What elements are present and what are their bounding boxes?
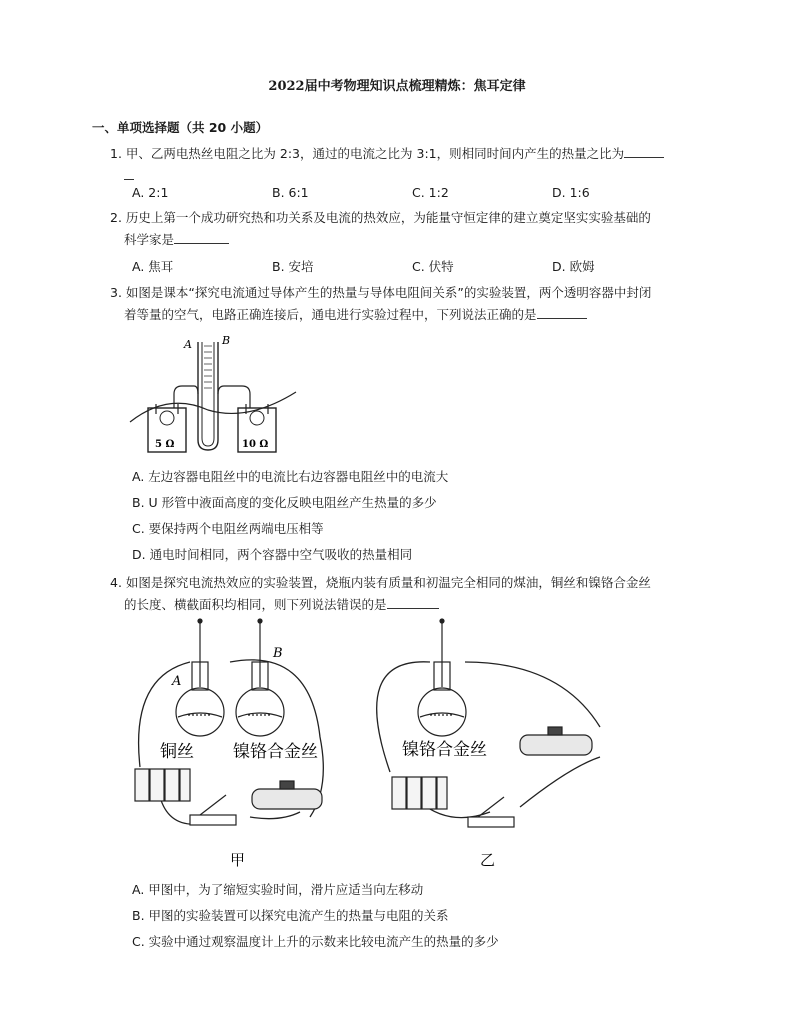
label-a: A	[184, 338, 192, 351]
question-text: 甲、乙两电热丝电阻之比为 2:3，通过的电流之比为 3:1，则相同时间内产生的热量之比为	[125, 146, 625, 161]
flask-b	[236, 619, 284, 736]
question-number: 2.	[110, 210, 122, 225]
option-c[interactable]: C. 伏特	[412, 259, 454, 274]
label-10-ohm: 10 Ω	[242, 439, 269, 450]
page-title: 2022届中考物理知识点梳理精炼：焦耳定律	[268, 79, 526, 94]
question-number: 4.	[110, 575, 122, 590]
label-a: A	[172, 674, 182, 689]
battery-yi	[392, 777, 447, 809]
question-4	[110, 572, 750, 616]
label-copper-wire: 铜丝	[160, 742, 194, 762]
options-q1	[132, 185, 692, 200]
option-b[interactable]: B. U 形管中液面高度的变化反映电阻丝产生热量的多少	[132, 495, 437, 510]
flask-yi	[418, 619, 466, 736]
question-text-line2: 着等量的空气，电路正确连接后，通电进行实验过程中，下列说法正确的是	[124, 307, 537, 322]
option-b[interactable]: B. 甲图的实验装置可以探究电流产生的热量与电阻的关系	[132, 908, 449, 923]
option-a[interactable]: A. 左边容器电阻丝中的电流比右边容器电阻丝中的电流大	[132, 469, 449, 484]
question-number: 1.	[110, 146, 122, 161]
option-a[interactable]: A. 甲图中，为了缩短实验时间，滑片应适当向左移动	[132, 882, 424, 897]
label-b: B	[273, 646, 283, 661]
left-resistor-coil	[160, 411, 174, 425]
question-text: 如图是课本“探究电流通过导体产生的热量与导体电阻间关系”的实验装置，两个透明容器中封闭	[125, 285, 652, 300]
option-c[interactable]: C. 1:2	[412, 185, 449, 200]
label-jia: 甲	[230, 851, 246, 869]
option-d[interactable]: D. 1:6	[552, 185, 590, 200]
section-heading: 一、单项选择题（共 20 小题）	[92, 120, 269, 135]
figure-q3-u-tube-apparatus	[128, 332, 298, 457]
rheostat-jia	[252, 781, 322, 809]
answer-blank	[537, 305, 587, 319]
options-q2	[132, 257, 692, 275]
question-text-line2: 的长度、横截面积均相同，则下列说法错误的是	[124, 597, 387, 612]
label-nichrome-wire-yi: 镍铬合金丝	[402, 740, 487, 760]
label-b: B	[222, 334, 231, 347]
battery-jia	[135, 769, 190, 801]
rheostat-yi	[520, 727, 592, 755]
flask-a	[176, 619, 224, 736]
label-5-ohm: 5 Ω	[155, 439, 175, 450]
question-text: 历史上第一个成功研究热和功关系及电流的热效应，为能量守恒定律的建立奠定坚实实验基础的	[125, 210, 651, 225]
figure-q4-heating-apparatus	[130, 617, 610, 869]
option-a[interactable]: A. 焦耳	[132, 259, 174, 274]
question-2	[110, 207, 750, 251]
option-d[interactable]: D. 通电时间相同，两个容器中空气吸收的热量相同	[132, 547, 413, 562]
question-1	[110, 143, 750, 187]
wire	[130, 392, 296, 422]
scale-ticks	[204, 346, 212, 388]
option-b[interactable]: B. 安培	[272, 259, 314, 274]
right-resistor-coil	[250, 411, 264, 425]
answer-blank	[624, 144, 664, 158]
question-number: 3.	[110, 285, 122, 300]
option-c[interactable]: C. 要保持两个电阻丝两端电压相等	[132, 521, 324, 536]
label-nichrome-wire: 镍铬合金丝	[233, 742, 318, 762]
answer-blank-continued	[124, 166, 134, 180]
answer-blank	[387, 595, 439, 609]
answer-blank	[174, 230, 229, 244]
option-a[interactable]: A. 2:1	[132, 185, 169, 200]
question-text: 如图是探究电流热效应的实验装置，烧瓶内装有质量和初温完全相同的煤油，铜丝和镍铬合金丝	[125, 575, 651, 590]
question-3	[110, 282, 750, 326]
label-yi: 乙	[480, 851, 496, 869]
switch-yi	[468, 797, 514, 827]
option-b[interactable]: B. 6:1	[272, 185, 309, 200]
switch-jia	[190, 795, 236, 825]
option-c[interactable]: C. 实验中通过观察温度计上升的示数来比较电流产生的热量的多少	[132, 934, 499, 949]
option-d[interactable]: D. 欧姆	[552, 259, 595, 274]
question-text-line2: 科学家是	[124, 232, 175, 247]
